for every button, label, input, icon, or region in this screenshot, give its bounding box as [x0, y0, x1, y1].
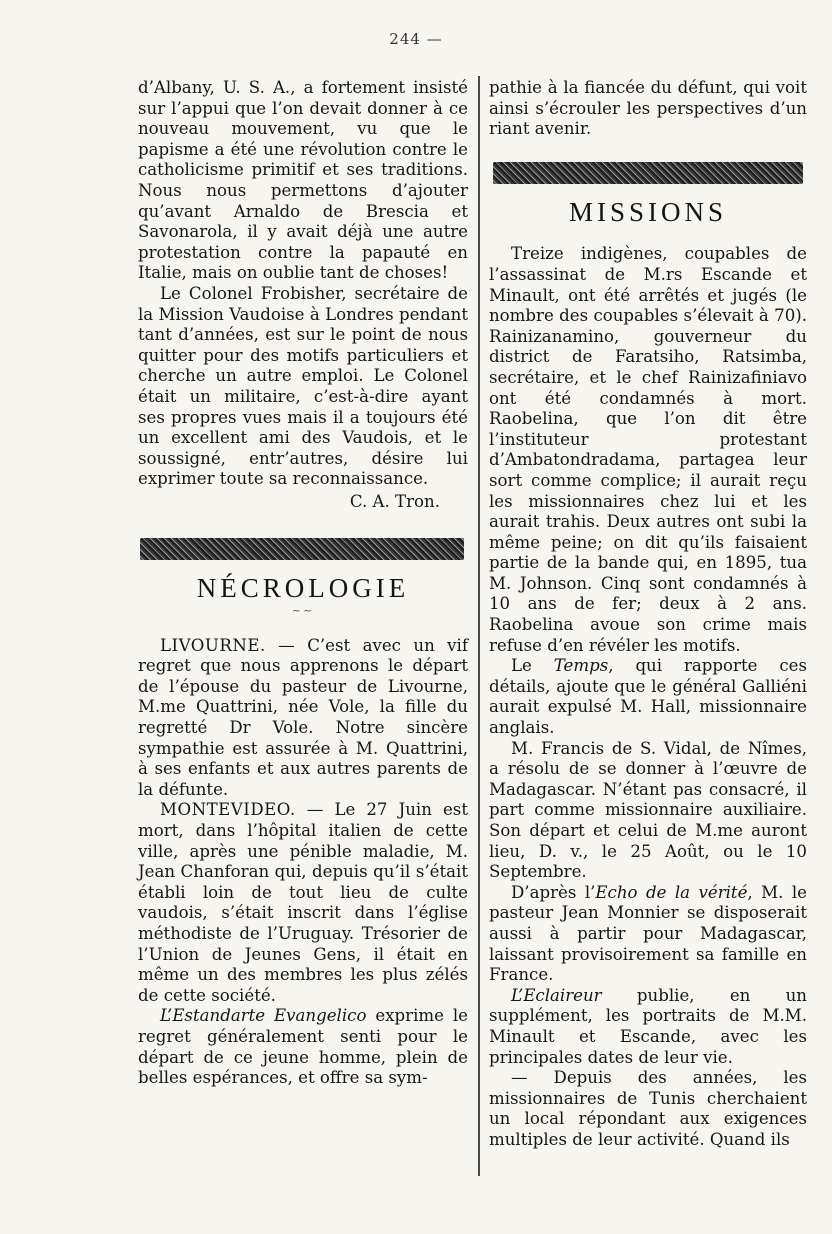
section-divider-bar: [493, 162, 803, 184]
page-number: 244 —: [389, 30, 443, 48]
monnier-text: , M. le pasteur Jean Monnier se disposerait aussi à partir pour Madagascar, laissant provisoirement sa famille en France.: [489, 882, 807, 985]
temps-paragraph: [489, 656, 807, 738]
madagascar-paragraph: Treize indigènes, coupables de l’assassinat de M.rs Escande et Minault, ont été arrêtés et jugés (le nombre des coupables s’élevait à 70). Rainizanamino, gouverneur du district de Faratsiho, Ratsimba, secrétaire, et le chef Rainizafiniavo ont été condamnés à mort. Raobelina, que l’on dit être l’instituteur protestant d’Ambatondradama, partagea leur sort comme complice; il aurait reçu les missionnaires chez lui et les aurait trahis. Deux autres ont subi la même peine; on dit qu’ils faisaient partie de la bande qui, en 1895, tua M. Johnson. Cinq sont condamnés à 10 ans de fer; deux à 2 ans. Raobelina avoue son crime mais refuse d’en révéler les motifs.: [489, 244, 807, 655]
frobisher-paragraph: Le Colonel Frobisher, secrétaire de la Mission Vaudoise à Londres pendant tant d’années, est sur le point de nous quitter pour des motifs particuliers et cherche un autre emploi. Le Colonel était un militaire, c’est-à-dire ayant ses propres vues mais il a toujours été un excellent ami des Vaudois, et le soussigné, entr’autres, désire lui exprimer toute sa reconnaissance.: [138, 283, 468, 489]
signature: C. A. Tron.: [349, 491, 440, 511]
echo-title: Echo de la vérité: [595, 882, 748, 902]
eclaireur-text: publie, en un supplément, les portraits de M.M. Minault et Escande, avec les principales dates de leur vie.: [489, 985, 807, 1067]
column-rule: [478, 76, 480, 1176]
montevideo-place: MONTEVIDEO.: [160, 800, 296, 820]
eclaireur-paragraph: [489, 986, 807, 1068]
livourne-paragraph: [138, 636, 468, 801]
estandarte-text: exprime le regret généralement senti pour le départ de ce jeune homme, plein de belles espérances, et offre sa sym-: [138, 1006, 468, 1088]
left-column: [138, 78, 468, 1089]
continuation-paragraph: pathie à la fiancée du défunt, qui voit ainsi s’écrouler les perspectives d’un riant avenir.: [489, 78, 807, 139]
eclaireur-title: L’Eclaireur: [511, 985, 602, 1005]
estandarte-title: L’Estandarte Evangelico: [160, 1006, 367, 1026]
montevideo-text: — Le 27 Juin est mort, dans l’hôpital italien de cette ville, après une pénible maladie, M. Jean Chanforan qui, depuis qu’il s’était établi loin de tout lieu de culte vaudois, s’était inscrit dans l’église méthodiste de l’Uruguay. Trésorier de l’Union de Jeunes Gens, il était en même un des membres les plus zélés de cette société.: [138, 800, 468, 1005]
monnier-paragraph: [489, 883, 807, 986]
estandarte-paragraph: [138, 1006, 468, 1088]
livourne-text: — C’est avec un vif regret que nous apprenons le départ de l’épouse du pasteur de Livourne, M.me Quattrini, née Vole, la fille du regretté Dr Vole. Notre sincère sympathie est assurée à M. Quattrini, à ses enfants et aux autres parents de la défunte.: [138, 635, 468, 799]
intro-paragraph: d’Albany, U. S. A., a fortement insisté sur l’appui que l’on devait donner à ce nouveau mouvement, vu que le papisme a été une révolution contre le catholicisme primitif et ses traditions. Nous nous permettons d’ajouter qu’avant Arnaldo de Brescia et Savonarola, il y avait déjà une autre protestation contre la papauté en Italie, mais on oublie tant de choses!: [138, 78, 468, 283]
tunis-paragraph: — Depuis des années, les missionnaires de Tunis cherchaient un local répondant aux exigences multiples de leur activité. Quand ils: [489, 1068, 807, 1149]
section-divider-bar: [140, 538, 464, 560]
monnier-pre: D’après l’: [511, 882, 596, 902]
necrologie-heading: NÉCROLOGIE: [196, 573, 410, 604]
livourne-place: LIVOURNE.: [160, 635, 266, 655]
ornament: ~~: [291, 604, 315, 618]
temps-title: Temps: [553, 656, 609, 676]
right-column: [489, 78, 807, 1151]
temps-text: , qui rapporte ces détails, ajoute que le général Galliéni aurait expulsé M. Hall, missionnaire anglais.: [489, 656, 807, 738]
temps-pre: Le: [511, 656, 554, 676]
montevideo-paragraph: [138, 800, 468, 1006]
missions-heading: MISSIONS: [568, 196, 728, 227]
vidal-paragraph: M. Francis de S. Vidal, de Nîmes, a résolu de se donner à l’œuvre de Madagascar. N’étant pas consacré, il part comme missionnaire auxiliaire. Son départ et celui de M.me auront lieu, D. v., le 25 Août, ou le 10 Septembre.: [489, 738, 807, 882]
